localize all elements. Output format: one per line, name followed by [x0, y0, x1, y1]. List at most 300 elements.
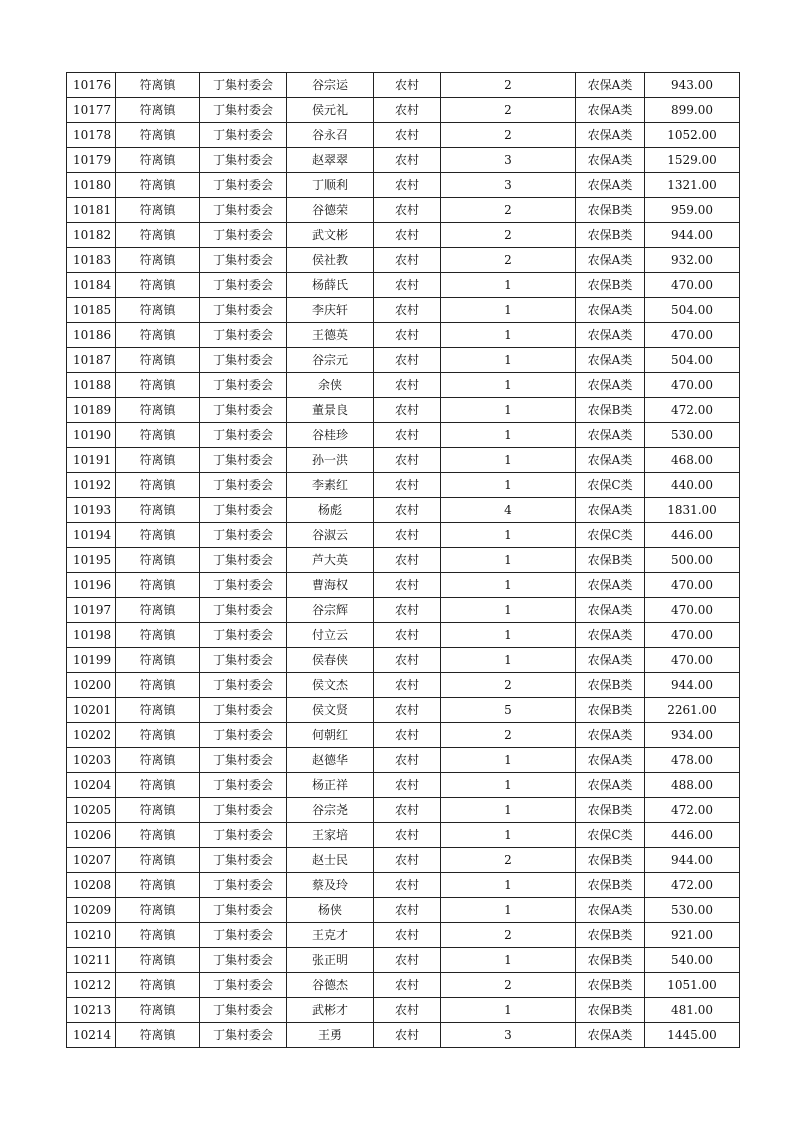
town-cell: 符离镇 [116, 773, 200, 798]
table-row [67, 298, 740, 323]
village-committee-cell: 丁集村委会 [200, 873, 287, 898]
insurance-category-cell: 农保A类 [576, 598, 645, 623]
town-cell: 符离镇 [116, 198, 200, 223]
town-cell: 符离镇 [116, 823, 200, 848]
table-row [67, 598, 740, 623]
village-committee-cell: 丁集村委会 [200, 198, 287, 223]
record-id: 10205 [67, 798, 116, 823]
table-row [67, 873, 740, 898]
insurance-category-cell: 农保B类 [576, 398, 645, 423]
amount-cell: 540.00 [645, 948, 740, 973]
area-type-cell: 农村 [374, 223, 441, 248]
person-name-cell: 谷宗运 [287, 73, 374, 98]
town-cell: 符离镇 [116, 373, 200, 398]
insurance-category-cell: 农保A类 [576, 748, 645, 773]
data-table [66, 72, 740, 1048]
village-committee-cell: 丁集村委会 [200, 423, 287, 448]
town-cell: 符离镇 [116, 573, 200, 598]
insurance-category-cell: 农保A类 [576, 98, 645, 123]
table-row [67, 398, 740, 423]
person-name-cell: 谷德荣 [287, 198, 374, 223]
insurance-category-cell: 农保B类 [576, 223, 645, 248]
table-row [67, 498, 740, 523]
record-id: 10184 [67, 273, 116, 298]
amount-cell: 488.00 [645, 773, 740, 798]
town-cell: 符离镇 [116, 73, 200, 98]
insurance-category-cell: 农保B类 [576, 873, 645, 898]
insurance-category-cell: 农保B类 [576, 848, 645, 873]
record-id: 10200 [67, 673, 116, 698]
area-type-cell: 农村 [374, 873, 441, 898]
household-count-cell: 2 [441, 223, 576, 248]
household-count-cell: 3 [441, 173, 576, 198]
area-type-cell: 农村 [374, 498, 441, 523]
household-count-cell: 2 [441, 723, 576, 748]
village-committee-cell: 丁集村委会 [200, 573, 287, 598]
village-committee-cell: 丁集村委会 [200, 673, 287, 698]
town-cell: 符离镇 [116, 223, 200, 248]
town-cell: 符离镇 [116, 423, 200, 448]
area-type-cell: 农村 [374, 548, 441, 573]
amount-cell: 1051.00 [645, 973, 740, 998]
record-id: 10189 [67, 398, 116, 423]
village-committee-cell: 丁集村委会 [200, 348, 287, 373]
town-cell: 符离镇 [116, 923, 200, 948]
town-cell: 符离镇 [116, 548, 200, 573]
table-row [67, 998, 740, 1023]
village-committee-cell: 丁集村委会 [200, 748, 287, 773]
town-cell: 符离镇 [116, 848, 200, 873]
amount-cell: 944.00 [645, 848, 740, 873]
record-id: 10206 [67, 823, 116, 848]
person-name-cell: 杨彪 [287, 498, 374, 523]
insurance-category-cell: 农保A类 [576, 573, 645, 598]
record-id: 10201 [67, 698, 116, 723]
town-cell: 符离镇 [116, 998, 200, 1023]
insurance-category-cell: 农保A类 [576, 498, 645, 523]
record-id: 10177 [67, 98, 116, 123]
table-row [67, 748, 740, 773]
area-type-cell: 农村 [374, 123, 441, 148]
table-row [67, 698, 740, 723]
record-id: 10211 [67, 948, 116, 973]
person-name-cell: 杨侠 [287, 898, 374, 923]
area-type-cell: 农村 [374, 1023, 441, 1048]
town-cell: 符离镇 [116, 798, 200, 823]
area-type-cell: 农村 [374, 198, 441, 223]
record-id: 10193 [67, 498, 116, 523]
amount-cell: 440.00 [645, 473, 740, 498]
person-name-cell: 孙一洪 [287, 448, 374, 473]
village-committee-cell: 丁集村委会 [200, 398, 287, 423]
record-id: 10204 [67, 773, 116, 798]
village-committee-cell: 丁集村委会 [200, 923, 287, 948]
insurance-category-cell: 农保A类 [576, 773, 645, 798]
village-committee-cell: 丁集村委会 [200, 623, 287, 648]
town-cell: 符离镇 [116, 648, 200, 673]
record-id: 10199 [67, 648, 116, 673]
person-name-cell: 杨正祥 [287, 773, 374, 798]
town-cell: 符离镇 [116, 748, 200, 773]
record-id: 10212 [67, 973, 116, 998]
amount-cell: 944.00 [645, 673, 740, 698]
table-row [67, 773, 740, 798]
village-committee-cell: 丁集村委会 [200, 723, 287, 748]
area-type-cell: 农村 [374, 648, 441, 673]
person-name-cell: 侯文贤 [287, 698, 374, 723]
household-count-cell: 2 [441, 123, 576, 148]
area-type-cell: 农村 [374, 473, 441, 498]
amount-cell: 470.00 [645, 373, 740, 398]
insurance-category-cell: 农保A类 [576, 648, 645, 673]
record-id: 10197 [67, 598, 116, 623]
village-committee-cell: 丁集村委会 [200, 998, 287, 1023]
town-cell: 符离镇 [116, 598, 200, 623]
person-name-cell: 芦大英 [287, 548, 374, 573]
table-row [67, 148, 740, 173]
person-name-cell: 武文彬 [287, 223, 374, 248]
household-count-cell: 1 [441, 998, 576, 1023]
household-count-cell: 1 [441, 573, 576, 598]
amount-cell: 504.00 [645, 298, 740, 323]
village-committee-cell: 丁集村委会 [200, 148, 287, 173]
amount-cell: 1445.00 [645, 1023, 740, 1048]
area-type-cell: 农村 [374, 423, 441, 448]
household-count-cell: 1 [441, 448, 576, 473]
insurance-category-cell: 农保B类 [576, 973, 645, 998]
area-type-cell: 农村 [374, 923, 441, 948]
person-name-cell: 蔡及玲 [287, 873, 374, 898]
area-type-cell: 农村 [374, 573, 441, 598]
area-type-cell: 农村 [374, 998, 441, 1023]
table-row [67, 198, 740, 223]
household-count-cell: 1 [441, 373, 576, 398]
insurance-category-cell: 农保A类 [576, 448, 645, 473]
area-type-cell: 农村 [374, 273, 441, 298]
amount-cell: 446.00 [645, 523, 740, 548]
household-count-cell: 1 [441, 423, 576, 448]
village-committee-cell: 丁集村委会 [200, 298, 287, 323]
table-row [67, 623, 740, 648]
amount-cell: 1052.00 [645, 123, 740, 148]
person-name-cell: 王家培 [287, 823, 374, 848]
insurance-category-cell: 农保A类 [576, 148, 645, 173]
area-type-cell: 农村 [374, 148, 441, 173]
town-cell: 符离镇 [116, 448, 200, 473]
table-row [67, 648, 740, 673]
record-id: 10188 [67, 373, 116, 398]
area-type-cell: 农村 [374, 448, 441, 473]
record-id: 10181 [67, 198, 116, 223]
amount-cell: 472.00 [645, 398, 740, 423]
record-id: 10176 [67, 73, 116, 98]
household-count-cell: 1 [441, 873, 576, 898]
record-id: 10208 [67, 873, 116, 898]
household-count-cell: 2 [441, 923, 576, 948]
household-count-cell: 1 [441, 323, 576, 348]
person-name-cell: 侯元礼 [287, 98, 374, 123]
amount-cell: 470.00 [645, 648, 740, 673]
person-name-cell: 李庆轩 [287, 298, 374, 323]
household-count-cell: 5 [441, 698, 576, 723]
table-row [67, 98, 740, 123]
town-cell: 符离镇 [116, 148, 200, 173]
amount-cell: 943.00 [645, 73, 740, 98]
insurance-category-cell: 农保A类 [576, 898, 645, 923]
area-type-cell: 农村 [374, 348, 441, 373]
area-type-cell: 农村 [374, 523, 441, 548]
record-id: 10202 [67, 723, 116, 748]
area-type-cell: 农村 [374, 323, 441, 348]
table-row [67, 323, 740, 348]
household-count-cell: 2 [441, 198, 576, 223]
village-committee-cell: 丁集村委会 [200, 898, 287, 923]
amount-cell: 472.00 [645, 873, 740, 898]
village-committee-cell: 丁集村委会 [200, 498, 287, 523]
village-committee-cell: 丁集村委会 [200, 973, 287, 998]
insurance-category-cell: 农保B类 [576, 948, 645, 973]
person-name-cell: 王勇 [287, 1023, 374, 1048]
person-name-cell: 赵德华 [287, 748, 374, 773]
amount-cell: 959.00 [645, 198, 740, 223]
town-cell: 符离镇 [116, 473, 200, 498]
amount-cell: 2261.00 [645, 698, 740, 723]
table-body [67, 73, 740, 1048]
household-count-cell: 3 [441, 148, 576, 173]
amount-cell: 468.00 [645, 448, 740, 473]
area-type-cell: 农村 [374, 898, 441, 923]
table-row [67, 548, 740, 573]
table-row [67, 1023, 740, 1048]
town-cell: 符离镇 [116, 723, 200, 748]
village-committee-cell: 丁集村委会 [200, 773, 287, 798]
town-cell: 符离镇 [116, 948, 200, 973]
insurance-category-cell: 农保A类 [576, 723, 645, 748]
village-committee-cell: 丁集村委会 [200, 273, 287, 298]
person-name-cell: 丁顺利 [287, 173, 374, 198]
area-type-cell: 农村 [374, 98, 441, 123]
area-type-cell: 农村 [374, 698, 441, 723]
insurance-category-cell: 农保B类 [576, 923, 645, 948]
record-id: 10186 [67, 323, 116, 348]
area-type-cell: 农村 [374, 798, 441, 823]
town-cell: 符离镇 [116, 273, 200, 298]
insurance-category-cell: 农保A类 [576, 1023, 645, 1048]
household-count-cell: 2 [441, 98, 576, 123]
amount-cell: 932.00 [645, 248, 740, 273]
person-name-cell: 王德英 [287, 323, 374, 348]
table-row [67, 273, 740, 298]
village-committee-cell: 丁集村委会 [200, 323, 287, 348]
record-id: 10198 [67, 623, 116, 648]
household-count-cell: 3 [441, 1023, 576, 1048]
area-type-cell: 农村 [374, 823, 441, 848]
table-row [67, 523, 740, 548]
person-name-cell: 侯春侠 [287, 648, 374, 673]
amount-cell: 478.00 [645, 748, 740, 773]
insurance-category-cell: 农保A类 [576, 173, 645, 198]
area-type-cell: 农村 [374, 748, 441, 773]
village-committee-cell: 丁集村委会 [200, 848, 287, 873]
table-row [67, 373, 740, 398]
town-cell: 符离镇 [116, 348, 200, 373]
amount-cell: 500.00 [645, 548, 740, 573]
insurance-category-cell: 农保A类 [576, 323, 645, 348]
village-committee-cell: 丁集村委会 [200, 548, 287, 573]
town-cell: 符离镇 [116, 973, 200, 998]
village-committee-cell: 丁集村委会 [200, 948, 287, 973]
amount-cell: 1321.00 [645, 173, 740, 198]
record-id: 10191 [67, 448, 116, 473]
household-count-cell: 1 [441, 523, 576, 548]
amount-cell: 899.00 [645, 98, 740, 123]
amount-cell: 530.00 [645, 423, 740, 448]
household-count-cell: 1 [441, 798, 576, 823]
household-count-cell: 1 [441, 473, 576, 498]
amount-cell: 472.00 [645, 798, 740, 823]
person-name-cell: 张正明 [287, 948, 374, 973]
record-id: 10194 [67, 523, 116, 548]
insurance-category-cell: 农保A类 [576, 373, 645, 398]
amount-cell: 1529.00 [645, 148, 740, 173]
insurance-category-cell: 农保A类 [576, 123, 645, 148]
amount-cell: 944.00 [645, 223, 740, 248]
table-row [67, 573, 740, 598]
area-type-cell: 农村 [374, 248, 441, 273]
table-row [67, 673, 740, 698]
area-type-cell: 农村 [374, 673, 441, 698]
area-type-cell: 农村 [374, 773, 441, 798]
table-row [67, 423, 740, 448]
village-committee-cell: 丁集村委会 [200, 698, 287, 723]
household-count-cell: 1 [441, 623, 576, 648]
person-name-cell: 侯文杰 [287, 673, 374, 698]
person-name-cell: 赵士民 [287, 848, 374, 873]
town-cell: 符离镇 [116, 173, 200, 198]
amount-cell: 921.00 [645, 923, 740, 948]
household-count-cell: 1 [441, 548, 576, 573]
village-committee-cell: 丁集村委会 [200, 73, 287, 98]
table-row [67, 823, 740, 848]
record-id: 10213 [67, 998, 116, 1023]
village-committee-cell: 丁集村委会 [200, 123, 287, 148]
table-row [67, 123, 740, 148]
record-id: 10214 [67, 1023, 116, 1048]
record-id: 10187 [67, 348, 116, 373]
insurance-category-cell: 农保C类 [576, 473, 645, 498]
area-type-cell: 农村 [374, 298, 441, 323]
town-cell: 符离镇 [116, 873, 200, 898]
person-name-cell: 谷宗元 [287, 348, 374, 373]
town-cell: 符离镇 [116, 298, 200, 323]
table-row [67, 923, 740, 948]
table-row [67, 173, 740, 198]
insurance-category-cell: 农保C类 [576, 523, 645, 548]
record-id: 10210 [67, 923, 116, 948]
insurance-category-cell: 农保A类 [576, 348, 645, 373]
household-count-cell: 2 [441, 73, 576, 98]
household-count-cell: 1 [441, 748, 576, 773]
amount-cell: 470.00 [645, 323, 740, 348]
town-cell: 符离镇 [116, 623, 200, 648]
village-committee-cell: 丁集村委会 [200, 98, 287, 123]
person-name-cell: 谷永召 [287, 123, 374, 148]
person-name-cell: 付立云 [287, 623, 374, 648]
table-row [67, 798, 740, 823]
person-name-cell: 李素红 [287, 473, 374, 498]
area-type-cell: 农村 [374, 173, 441, 198]
amount-cell: 504.00 [645, 348, 740, 373]
person-name-cell: 赵翠翠 [287, 148, 374, 173]
insurance-category-cell: 农保B类 [576, 273, 645, 298]
household-count-cell: 1 [441, 273, 576, 298]
table-row [67, 223, 740, 248]
amount-cell: 481.00 [645, 998, 740, 1023]
area-type-cell: 农村 [374, 973, 441, 998]
person-name-cell: 侯社教 [287, 248, 374, 273]
town-cell: 符离镇 [116, 898, 200, 923]
town-cell: 符离镇 [116, 248, 200, 273]
record-id: 10190 [67, 423, 116, 448]
insurance-category-cell: 农保B类 [576, 198, 645, 223]
village-committee-cell: 丁集村委会 [200, 248, 287, 273]
village-committee-cell: 丁集村委会 [200, 823, 287, 848]
amount-cell: 470.00 [645, 573, 740, 598]
amount-cell: 934.00 [645, 723, 740, 748]
record-id: 10203 [67, 748, 116, 773]
person-name-cell: 何朝红 [287, 723, 374, 748]
village-committee-cell: 丁集村委会 [200, 598, 287, 623]
person-name-cell: 谷宗尧 [287, 798, 374, 823]
person-name-cell: 谷德杰 [287, 973, 374, 998]
insurance-category-cell: 农保B类 [576, 698, 645, 723]
table-row [67, 948, 740, 973]
household-count-cell: 4 [441, 498, 576, 523]
table-row [67, 473, 740, 498]
area-type-cell: 农村 [374, 73, 441, 98]
record-id: 10179 [67, 148, 116, 173]
table-row [67, 73, 740, 98]
household-count-cell: 2 [441, 973, 576, 998]
amount-cell: 470.00 [645, 623, 740, 648]
area-type-cell: 农村 [374, 723, 441, 748]
village-committee-cell: 丁集村委会 [200, 648, 287, 673]
amount-cell: 470.00 [645, 273, 740, 298]
town-cell: 符离镇 [116, 498, 200, 523]
town-cell: 符离镇 [116, 673, 200, 698]
person-name-cell: 曹海权 [287, 573, 374, 598]
insurance-category-cell: 农保A类 [576, 73, 645, 98]
area-type-cell: 农村 [374, 948, 441, 973]
household-count-cell: 2 [441, 248, 576, 273]
insurance-category-cell: 农保B类 [576, 673, 645, 698]
village-committee-cell: 丁集村委会 [200, 1023, 287, 1048]
town-cell: 符离镇 [116, 123, 200, 148]
record-id: 10183 [67, 248, 116, 273]
town-cell: 符离镇 [116, 1023, 200, 1048]
town-cell: 符离镇 [116, 323, 200, 348]
town-cell: 符离镇 [116, 398, 200, 423]
household-count-cell: 1 [441, 648, 576, 673]
table-row [67, 448, 740, 473]
table-row [67, 723, 740, 748]
record-id: 10180 [67, 173, 116, 198]
person-name-cell: 董景良 [287, 398, 374, 423]
amount-cell: 530.00 [645, 898, 740, 923]
table-row [67, 348, 740, 373]
village-committee-cell: 丁集村委会 [200, 173, 287, 198]
household-count-cell: 1 [441, 823, 576, 848]
